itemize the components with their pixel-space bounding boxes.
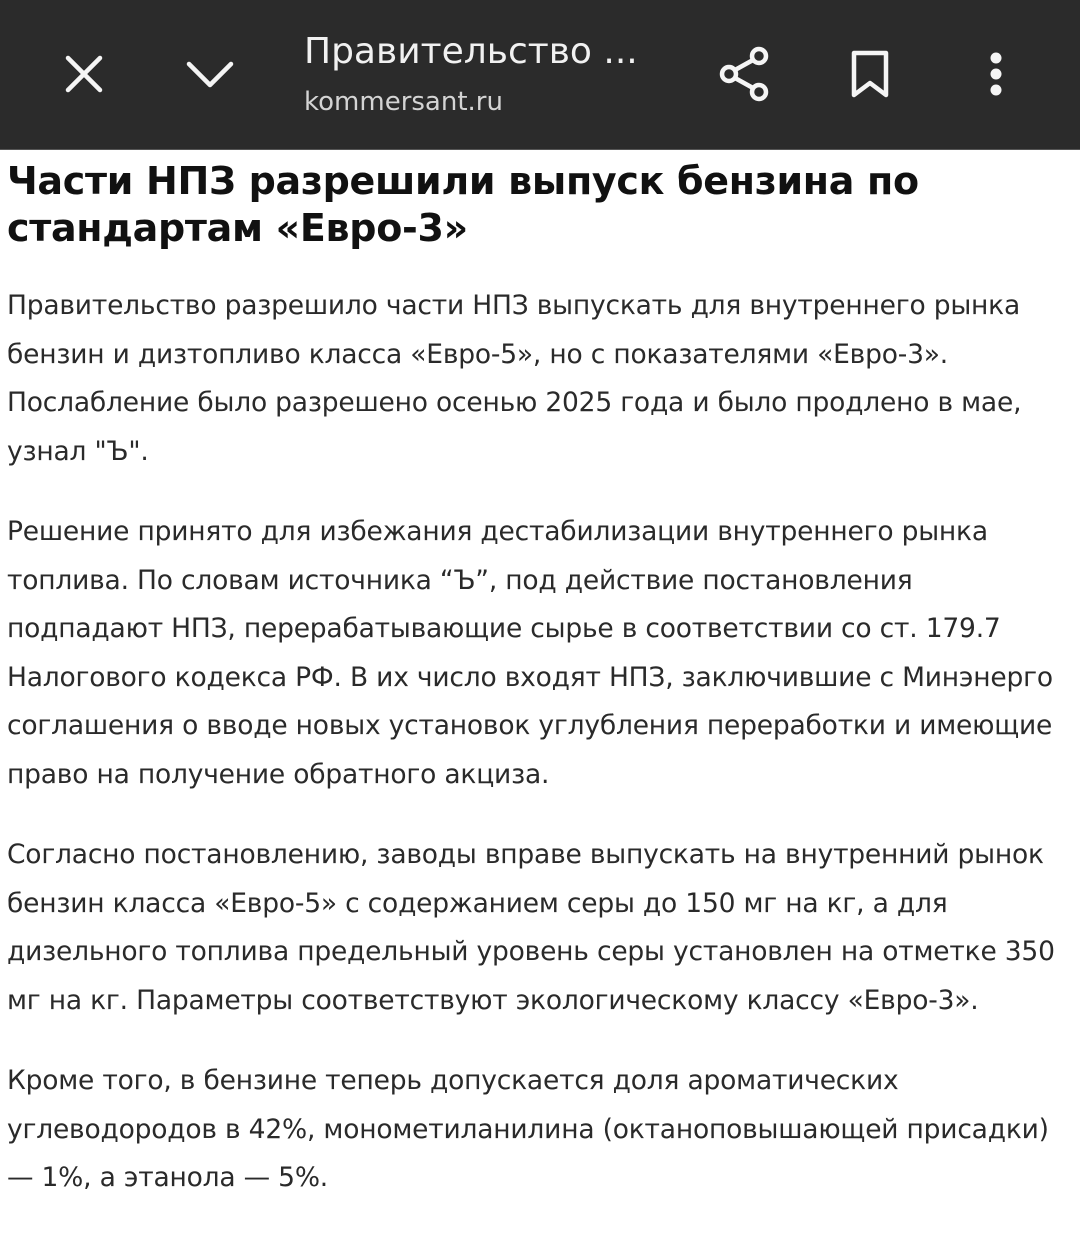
close-button[interactable] bbox=[48, 38, 120, 110]
bookmark-button[interactable] bbox=[834, 38, 906, 110]
article-body bbox=[7, 158, 1067, 1235]
collapse-button[interactable] bbox=[174, 38, 246, 110]
article-paragraph: Решение принято для избежания дестабилизации внутреннего рынка топлива. По словам источника “Ъ”, под действие постановления подпадают НПЗ, перерабатывающие сырье в соответствии со ст. 179.7 Налогового кодекса РФ. В их число входят НПЗ, заключившие с Минэнерго соглашения о вводе новых установок углубления переработки и имеющие право на получение обратного акциза. bbox=[7, 516, 1053, 790]
page-domain: kommersant.ru bbox=[304, 87, 503, 117]
article-paragraph: Согласно постановлению, заводы вправе выпускать на внутренний рынок бензин класса «Евро-5» с содержанием серы до 150 мг на кг, а для дизельного топлива предельный уровень серы установлен на отметке 350 мг на кг. Параметры соответствуют экологическому классу «Евро-3». bbox=[7, 839, 1055, 1016]
share-icon bbox=[717, 46, 773, 102]
browser-toolbar bbox=[0, 0, 1080, 150]
article-paragraph: Кроме того, в бензине теперь допускается доля ароматических углеводородов в 42%, монометиланилина (октаноповышающей присадки) — 1%, а этанола — 5%. bbox=[7, 1065, 1049, 1193]
article-paragraph: Правительство разрешило части НПЗ выпускать для внутреннего рынка бензин и дизтопливо класса «Евро-5», но с показателями «Евро-3». Послабление было разрешено осенью 2025 года и было продлено в мае, узнал "Ъ". bbox=[7, 290, 1022, 467]
chevron-down-icon bbox=[185, 59, 235, 89]
close-icon bbox=[64, 54, 104, 94]
share-button[interactable] bbox=[709, 38, 781, 110]
page-title: Правительство ... bbox=[304, 31, 638, 72]
article-headline: Части НПЗ разрешили выпуск бензина по стандартам «Евро-3» bbox=[7, 159, 919, 250]
page-title-block[interactable] bbox=[304, 28, 684, 118]
more-vert-icon bbox=[988, 52, 1004, 96]
more-options-button[interactable] bbox=[960, 38, 1032, 110]
bookmark-icon bbox=[850, 49, 890, 99]
